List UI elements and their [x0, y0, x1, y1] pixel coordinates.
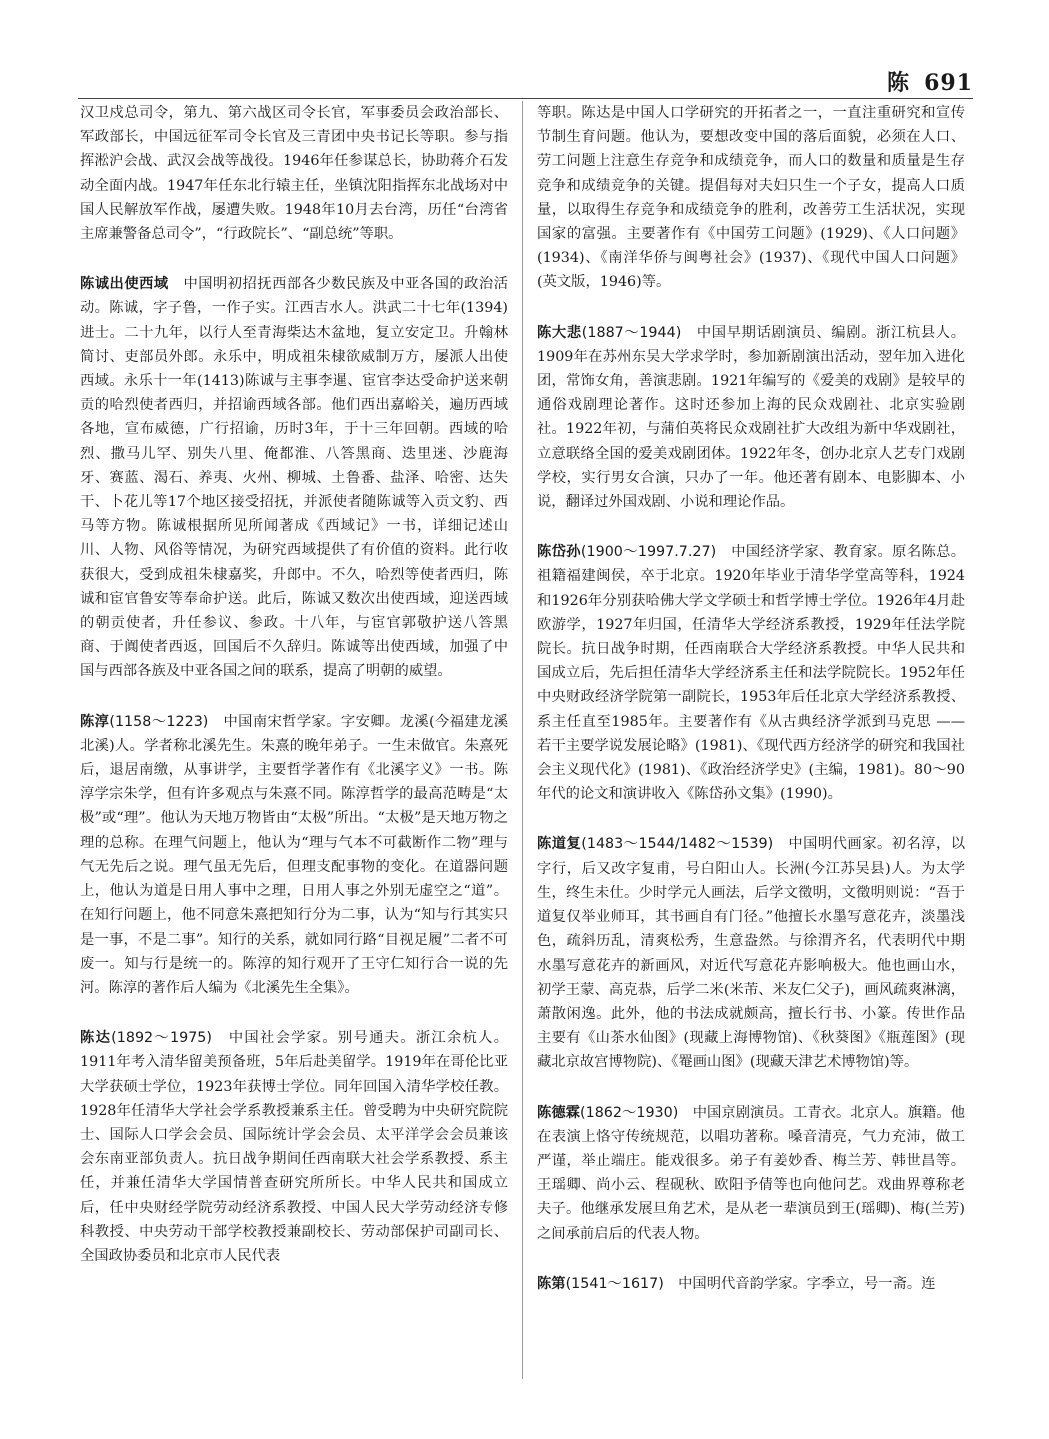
entry-dates: (1158～1223) [109, 713, 209, 730]
entry-dates: (1900～1997.7.27) [580, 544, 717, 561]
header-character: 陈 [887, 70, 911, 96]
entry-dates: (1887～1944) [581, 324, 682, 341]
page-number: 691 [924, 70, 973, 96]
continued-paragraph: 汉卫戍总司令，第九、第六战区司令长官，军事委员会政治部长、军政部长，中国远征军司令长官及三青团中央书记长等职。参与指挥淞沪会战、武汉会战等战役。1946年任参谋总长，协助蒋介石发动全面内战。1947年任东北行辕主任，坐镇沈阳指挥东北战场对中国人民解放军作战，屡遭失败。1948年10月去台湾，历任“台湾省主席兼警备总司令”，“行政院长”、“副总统”等职。 [80, 105, 508, 243]
entry-headword: 陈达 [80, 1030, 112, 1047]
entry-body: 中国明代音韵学家。字季立，号一斋。连 [678, 1275, 936, 1292]
entry-chen-cheng-mission [80, 272, 508, 683]
entry-body: 中国京剧演员。工青衣。北京人。旗籍。他在表演上恪守传统规范，以唱功著称。嗓音清亮，气力充沛，做工严谨，举止端庄。能戏很多。弟子有姜妙香、梅兰芳、韩世昌等。王瑶卿、尚小云、程砚秋、欧阳予倩等也向他问艺。戏曲界尊称老夫子。他继承发展旦角艺术，是从老一辈演员到王(瑶卿)、梅(兰芳)之间承前启后的代表人物。 [537, 1104, 966, 1242]
left-column [80, 101, 508, 1294]
entry-body: 中国早期话剧演员、编剧。浙江杭县人。1909年在苏州东吴大学求学时，参加新剧演出活动，翌年加入进化团，常饰女角，善演悲剧。1921年编写的《爱美的戏剧》是较早的通俗戏剧理论著作。这时还参加上海的民众戏剧社、北京实验剧社。1922年初，与蒲伯英将民众戏剧社扩大改组为新中华戏剧社，立意联络全国的爱美戏剧团体。1922年冬，创办北京人艺专门戏剧学校，实行男女合演，只办了一年。他还著有剧本、电影脚本、小说，翻译过外国戏剧、小说和理论作品。 [537, 324, 966, 511]
entry-chen-delin [537, 1101, 965, 1246]
continued-paragraph: 等职。陈达是中国人口学研究的开拓者之一，一直注重研究和宣传节制生育问题。他认为，要想改变中国的落后面貌，必须在人口、劳工问题上注意生存竞争和成绩竞争，而人口的数量和质量是生存竞争和成绩竞争的关键。提倡每对夫妇只生一个子女，提高人口质量，以取得生存竞争和成绩竞争的胜利，改善劳工生活状况，实现国家的富强。主要著作有《中国劳工问题》(1929)、《人口问题》(1934)、《南洋华侨与闽粤社会》(1937)、《现代中国人口问题》(英文版，1946)等。 [537, 105, 965, 291]
entry-body: 中国南宋哲学家。字安卿。龙溪(今福建龙溪北溪)人。学者称北溪先生。朱熹的晚年弟子。一生未做官。朱熹死后，退居南缴，从事讲学，主要哲学著作有《北溪字义》一书。陈淳学宗朱学，但有许多观点与朱熹不同。陈淳哲学的最高范畴是“太极”或“理”。他认为天地万物皆由“太极”所出。“太极”是天地万物之理的总称。在理气问题上，他认为“理与气本不可截断作二物”理与气无先后之说。理气虽无先后，但理支配事物的变化。在道器问题上，他认为道是日用人事中之理，日用人事之外别无虚空之“道”。在知行问题上，他不同意朱熹把知行分为二事，认为“知与行其实只是一事，不是二事”。知行的关系，就如同行路“目视足履”二者不可废一。知与行是统一的。陈淳的知行观开了王守仁知行合一说的先河。陈淳的著作后人编为《北溪先生全集》。 [80, 713, 509, 996]
entry-body: 中国明初招抚西部各少数民族及中亚各国的政治活动。陈诚，字子鲁，一作子实。江西吉水人。洪武二十七年(1394)进士。二十九年，以行人至青海柴达木盆地，复立安定卫。升翰林简讨、吏部员外郎。永乐中，明成祖朱棣欲威制万方，屡派人出使西域。永乐十一年(1413)陈诚与主事李暹、宦官李达受命护送来朝贡的哈烈使者西归，并招谕西域各部。他们西出嘉峪关，遍历西域各地，宣布威德，广行招谕，历时3年，于十三年回朝。西域的哈烈、撒马儿罕、别失八里、俺都淮、八答黑商、迭里迷、沙鹿海牙、赛蓝、渴石、养夷、火州、柳城、土鲁番、盐泽、哈密、达失干、卜花儿等17个地区接受招抚，并派使者随陈诚等入贡文豹、西马等方物。陈诚根据所见所闻著成《西域记》一书，详细记述山川、人物、风俗等情况，为研究西域提供了有价值的资料。此行收获很大，受到成祖朱棣嘉奖，升郎中。不久，哈烈等使者西归，陈诚和宦官鲁安等奉命护送。此后，陈诚又数次出使西域，迎送西域的朝贡使者，升任参议、参政。十八年，与宦官郭敬护送八答黑商、于阗使者西返，回国后不久辞归。陈诚等出使西域，加强了中国与西部各族及中亚各国之间的联系，提高了明朝的威望。 [80, 276, 509, 680]
entry-headword: 陈第 [537, 1275, 566, 1292]
right-column [537, 101, 965, 1322]
entry-body: 中国经济学家、教育家。原名陈总。祖籍福建闽侯，卒于北京。1920年毕业于清华学堂高等科，1924和1926年分别获哈佛大学文学硕士和哲学博士学位。1926年4月赴欧游学，1927年归国，任清华大学经济系教授，1929年任法学院院长。抗日战争时期，任西南联合大学经济系教授。中华人民共和国成立后，先后担任清华大学经济系主任和法学院院长。1952年任中央财政经济学院第一副院长，1953年后任北京大学经济系教授、系主任直至1985年。主要著作有《从古典经济学派到马克思 —— 若干主要学说发展论略》(1981)、《现代西方经济学的研究和我国社会主义现代化》(1981)、《政治经济学史》(主编，1981)。80～90年代的论文和演讲收入《陈岱孙文集》(1990)。 [537, 544, 966, 803]
entry-chen-daofu [537, 832, 965, 1074]
entry-chen-chun [80, 710, 508, 1000]
entry-body: 中国明代画家。初名淳，以字行，后又改字复甫，号白阳山人。长洲(今江苏吴县)人。为太学生，终生未仕。少时学元人画法，后学文徵明，文徵明则说：“吾于道复仅举业师耳，其书画自有门径。”他擅长水墨写意花卉，淡墨浅色，疏斜历乱，清爽松秀，生意盎然。与徐渭齐名，代表明代中期水墨写意花卉的新画风，对近代写意花卉影响极大。他也画山水，初学王蒙、高克恭，后学二米(米芾、米友仁父子)，画风疏爽淋漓，萧散闲逸。此外，他的书法成就颇高，擅长行书、小篆。传世作品主要有《山茶水仙图》(现藏上海博物馆)、《秋葵图》《瓶莲图》(现藏北京故宫博物院)、《罨画山图》(现藏天津艺术博物馆)等。 [537, 836, 966, 1071]
entry-chen-daisun [537, 540, 965, 806]
entry-headword: 陈诚出使西域 [80, 276, 169, 293]
entry-body: 中国社会学家。别号通夫。浙江余杭人。1911年考入清华留美预备班，5年后赴美留学。1919年在哥伦比亚大学获硕士学位，1923年获博士学位。同年回国入清华学校任教。1928年任清华大学社会学系教授兼系主任。曾受聘为中央研究院院士、国际人口学会会员、国际统计学会会员、太平洋学会会员兼该会东南亚部负责人。抗日战争期间任西南联大社会学系教授、系主任，并兼任清华大学国情普查研究所所长。中华人民共和国成立后，任中央财经学院劳动经济系教授、中国人民大学劳动经济专修科教授、中央劳动干部学校教授兼副校长、劳动部保护司副司长、全国政协委员和北京市人民代表 [80, 1030, 509, 1264]
running-header [887, 66, 973, 97]
entry-chen-dabei [537, 321, 965, 515]
entry-headword: 陈德霖 [537, 1104, 581, 1121]
header-rule [78, 98, 973, 99]
entry-chen-da [80, 1026, 508, 1268]
entry-headword: 陈岱孙 [537, 544, 581, 561]
column-divider [522, 101, 523, 1379]
entry-chen-di [537, 1272, 965, 1296]
entry-dates: (1541～1617) [565, 1275, 664, 1292]
entry-headword: 陈淳 [80, 713, 110, 730]
entry-dates: (1892～1975) [111, 1030, 212, 1047]
entry-headword: 陈道复 [537, 836, 582, 853]
entry-dates: (1862～1930) [580, 1104, 679, 1121]
entry-headword: 陈大悲 [537, 324, 582, 341]
entry-dates: (1483～1544/1482～1539) [581, 836, 774, 853]
